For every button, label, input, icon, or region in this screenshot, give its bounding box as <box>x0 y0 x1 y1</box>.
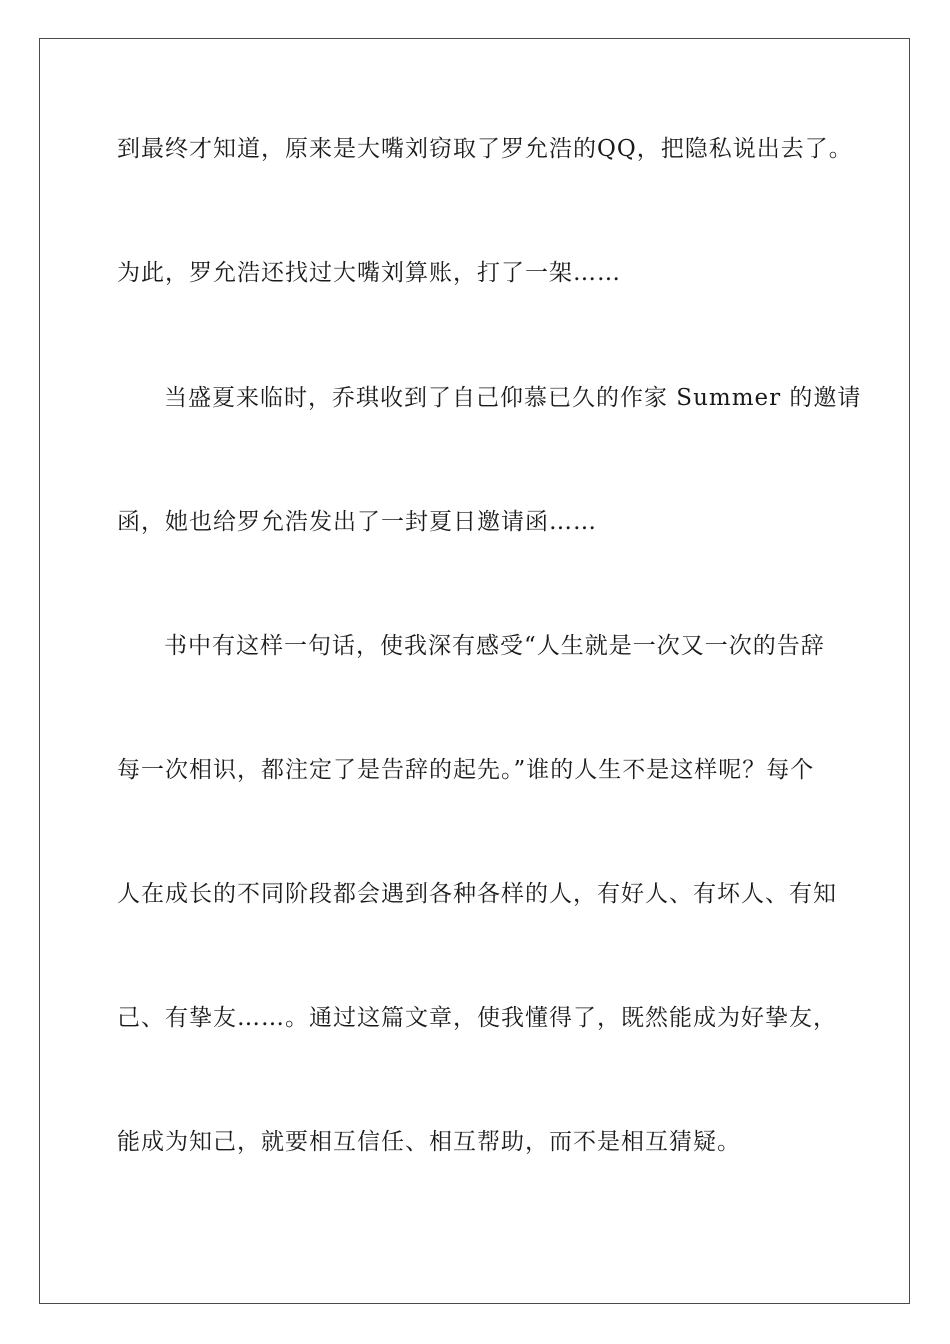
page-border <box>39 38 910 1304</box>
text-line-9: 能成为知己，就要相互信任、相互帮助，而不是相互猜疑。 <box>117 1129 741 1155</box>
paragraph-start-line-5: 书中有这样一句话，使我深有感受“人生就是一次又一次的告辞 <box>164 633 825 659</box>
text-line-6: 每一次相识，都注定了是告辞的起先。”谁的人生不是这样呢？每个 <box>117 757 815 783</box>
paragraph-start-line-3: 当盛夏来临时，乔琪收到了自己仰慕已久的作家 Summer 的邀请 <box>164 385 862 411</box>
text-line-8: 己、有挚友……。通过这篇文章，使我懂得了，既然能成为好挚友， <box>117 1005 837 1031</box>
text-line-7: 人在成长的不同阶段都会遇到各种各样的人，有好人、有坏人、有知 <box>117 881 837 907</box>
text-line-2: 为此，罗允浩还找过大嘴刘算账，打了一架…… <box>117 260 621 286</box>
text-line-1: 到最终才知道，原来是大嘴刘窃取了罗允浩的QQ，把隐私说出去了。 <box>117 136 853 162</box>
text-line-4: 函，她也给罗允浩发出了一封夏日邀请函…… <box>117 509 597 535</box>
